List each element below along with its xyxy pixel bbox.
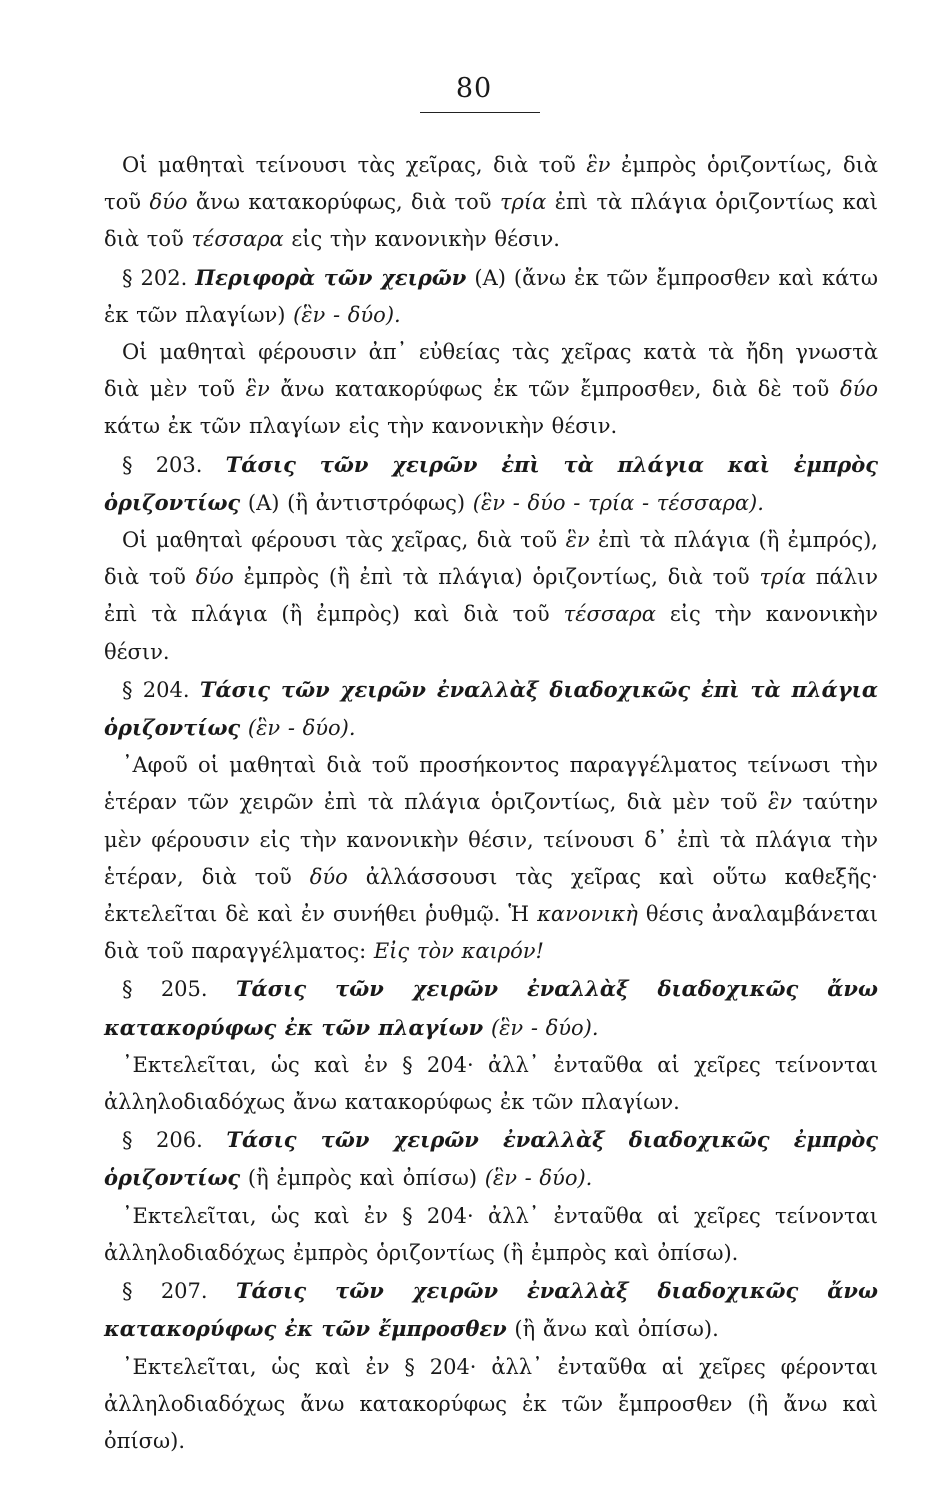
italic-count: ἓν <box>245 377 270 402</box>
italic-count: ἓν <box>586 153 611 177</box>
italic-count: τρία <box>759 565 806 590</box>
section-title: Τάσις τῶν χειρῶν ἐναλλὰξ διαδοχικῶς ἄνω κατακορύφως ἐκ τῶν πλαγίων <box>104 976 878 1040</box>
section-subtitle: (ἢ ἄνω καὶ ὀπίσω). <box>506 1317 719 1342</box>
italic-count: δύο <box>195 565 234 590</box>
section-heading-207 <box>104 1272 878 1348</box>
text-run: εἰς τὴν κανονικὴν θέσιν. <box>283 227 560 252</box>
paragraph-205: ᾽Εκτελεῖται, ὡς καὶ ἐν § 204· ἀλλ᾽ ἐνταῦθα αἱ χεῖρες τείνονται ἀλληλοδιαδόχως ἄνω κατακορύφως ἐκ τῶν πλαγίων. <box>104 1052 878 1115</box>
text-run: θέσις ἀναλαμβάνεται διὰ τοῦ παραγγέλματος: <box>104 902 878 964</box>
section-subtitle <box>240 716 248 740</box>
page-number: 80 <box>455 73 493 104</box>
paragraph-206: ᾽Εκτελεῖται, ὡς καὶ ἐν § 204· ἀλλ᾽ ἐνταῦθα αἱ χεῖρες τείνονται ἀλληλοδιαδόχως ἐμπρὸς ὁριζοντίως (ἢ ἐμπρὸς καὶ ὀπίσω). <box>104 1203 878 1265</box>
text-run: ἄνω κατακορύφως, διὰ τοῦ <box>187 190 500 215</box>
section-title: Τάσις τῶν χειρῶν ἐπὶ τὰ πλάγια καὶ ἐμπρὸς ὁριζοντίως <box>104 451 878 515</box>
section-title: Περιφορὰ τῶν χειρῶν <box>195 264 467 290</box>
text-run: Οἱ μαθηταὶ φέρουσι τὰς χεῖρας, διὰ τοῦ <box>122 528 566 553</box>
section-counts: (ἓν - δύο - τρία - τέσσαρα). <box>472 490 764 515</box>
paragraph-202 <box>104 334 878 446</box>
section-heading-205 <box>104 970 878 1046</box>
italic-count: τρία <box>499 190 547 215</box>
section-counts: (ἓν - δύο). <box>484 1166 593 1191</box>
text-run: ἐμπρὸς ὁριζοντίως, διὰ τοῦ <box>104 153 879 215</box>
section-title: Τάσις τῶν χειρῶν ἐναλλὰξ διαδοχικῶς ἐπὶ τὰ πλάγια ὁριζοντίως <box>104 676 878 741</box>
italic-count: τέσσαρα <box>191 227 284 252</box>
section-number: § 204. <box>122 677 200 702</box>
text-run: ἐπὶ τὰ πλάγια (ἢ ἐμπρός), διὰ τοῦ <box>104 528 878 590</box>
text-run: ᾽Αφοῦ οἱ μαθηταὶ διὰ τοῦ προσήκοντος παραγγέλματος τείνωσι τὴν ἑτέραν τῶν χειρῶν ἐπὶ τὰ πλάγια ὁριζοντίως, διὰ μὲν τοῦ <box>104 753 878 815</box>
italic-term: κανονικὴ <box>537 902 638 927</box>
section-number: § 202. <box>122 265 196 290</box>
text-run: ταύτην μὲν φέρουσιν εἰς τὴν κανονικὴν θέσιν, τείνουσι δ᾽ ἐπὶ τὰ πλάγια τὴν ἑτέραν, διὰ τοῦ <box>104 790 878 889</box>
section-heading-202 <box>104 259 878 334</box>
section-counts: (ἓν - δύο). <box>293 302 401 327</box>
text-run: Οἱ μαθηταὶ φέρουσιν ἀπ᾽ εὐθείας τὰς χεῖρας κατὰ τὰ ἤδη γνωστὰ διὰ μὲν τοῦ <box>104 340 878 402</box>
italic-count: δύο <box>309 864 348 889</box>
section-number: § 207. <box>122 1279 236 1304</box>
italic-command: Εἰς τὸν καιρόν! <box>373 939 544 964</box>
section-number: § 205. <box>122 977 236 1002</box>
italic-count: ἓν <box>767 790 792 815</box>
section-counts: (ἓν - δύο). <box>490 1015 599 1040</box>
section-subtitle: (Α) (ἢ ἀντιστρόφως) <box>240 490 473 515</box>
section-number: § 206. <box>122 1128 227 1153</box>
italic-count: τέσσαρα <box>563 602 656 627</box>
page-body <box>104 147 878 1460</box>
section-subtitle <box>483 1016 491 1040</box>
paragraph-intro <box>104 147 878 259</box>
text-run: ἄνω κατακορύφως ἐκ τῶν ἔμπροσθεν, διὰ δὲ τοῦ <box>269 377 840 402</box>
italic-count: δύο <box>839 377 878 402</box>
paragraph-203 <box>104 522 878 671</box>
text-run: ἀλλάσσουσι τὰς χεῖρας καὶ οὕτω καθεξῆς· ἐκτελεῖται δὲ καὶ ἐν συνήθει ῥυθμῷ. Ἡ <box>104 864 878 927</box>
section-counts: (ἓν - δύο). <box>247 716 356 741</box>
text-run: κάτω ἐκ τῶν πλαγίων εἰς τὴν κανονικὴν θέσιν. <box>104 414 618 439</box>
text-run: ἐπὶ τὰ πλάγια ὁριζοντίως καὶ διὰ τοῦ <box>104 190 879 252</box>
text-run: εἰς τὴν κανονικὴν θέσιν. <box>104 602 878 664</box>
text-run: Οἱ μαθηταὶ τείνουσι τὰς χεῖρας, διὰ τοῦ <box>122 153 587 177</box>
text-run: ἐμπρὸς (ἢ ἐπὶ τὰ πλάγια) ὁριζοντίως, διὰ τοῦ <box>233 565 760 590</box>
section-heading-204 <box>104 671 878 747</box>
page-number-rule <box>420 112 540 113</box>
paragraph-204 <box>104 747 878 970</box>
italic-count: δύο <box>149 190 188 215</box>
section-number: § 203. <box>122 452 226 477</box>
section-title: Τάσις τῶν χειρῶν ἐναλλὰξ διαδοχικῶς ἄνω κατακορύφως ἐκ τῶν ἔμπροσθεν <box>104 1278 878 1342</box>
italic-count: ἓν <box>565 528 590 553</box>
text-run: πάλιν ἐπὶ τὰ πλάγια (ἢ ἐμπρὸς) καὶ διὰ τοῦ <box>104 565 879 627</box>
section-subtitle: (ἢ ἐμπρὸς καὶ ὀπίσω) <box>240 1166 485 1191</box>
section-heading-203 <box>104 446 878 522</box>
paragraph-207: ᾽Εκτελεῖται, ὡς καὶ ἐν § 204· ἀλλ᾽ ἐνταῦθα αἱ χεῖρες φέρονται ἀλληλοδιαδόχως ἄνω κατακορύφως ἐκ τῶν ἔμπροσθεν (ἢ ἄνω καὶ ὀπίσω). <box>104 1354 878 1453</box>
section-heading-206 <box>104 1121 878 1197</box>
section-title: Τάσις τῶν χειρῶν ἐναλλὰξ διαδοχικῶς ἐμπρὸς ὁριζοντίως <box>104 1127 879 1191</box>
section-subtitle: (Α) (ἄνω ἐκ τῶν ἔμπροσθεν καὶ κάτω ἐκ τῶν πλαγίων) <box>104 265 878 327</box>
